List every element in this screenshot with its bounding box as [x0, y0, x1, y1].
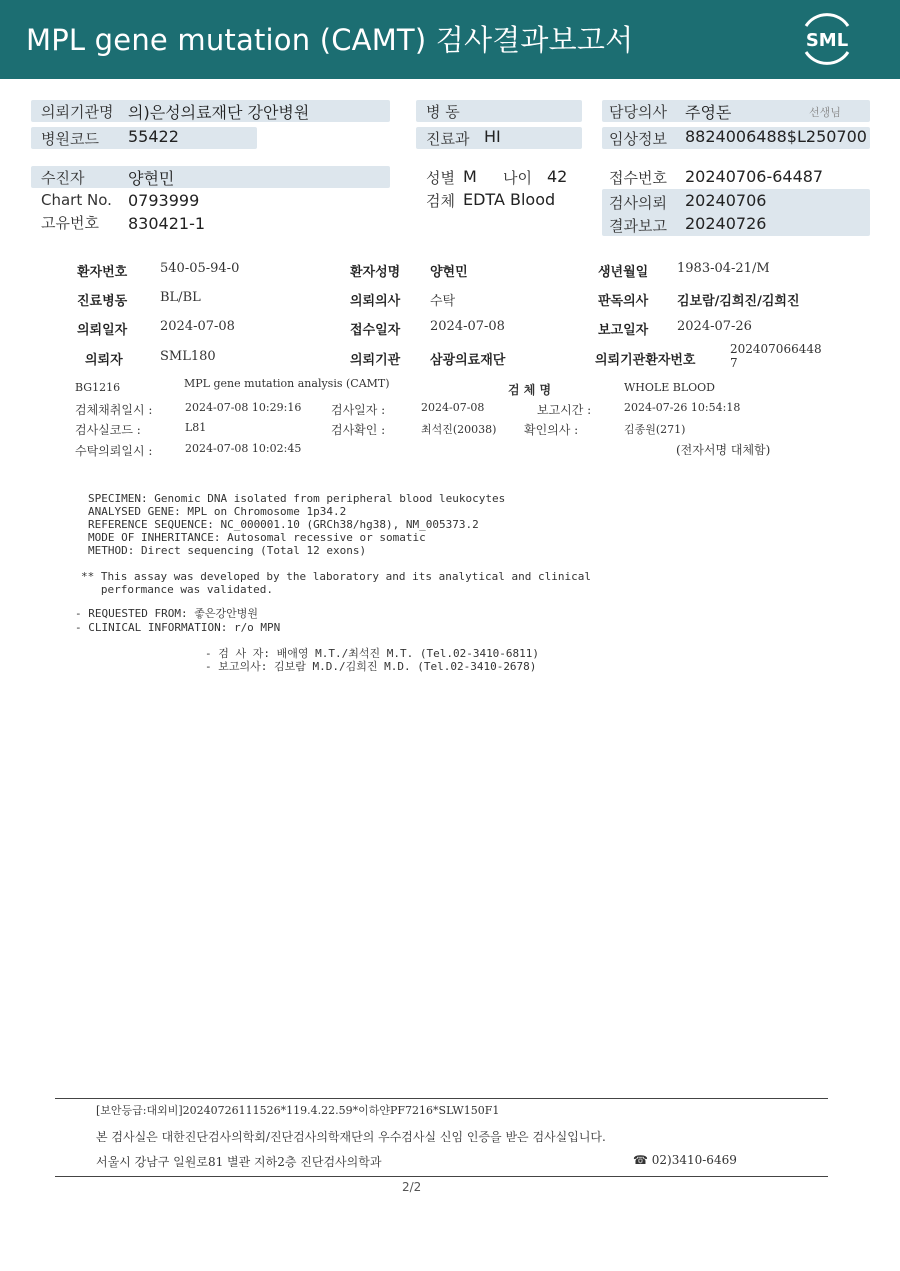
- hospital-code-value: 55422: [128, 127, 179, 146]
- body-line-5: METHOD: Direct sequencing (Total 12 exons): [88, 544, 367, 557]
- contract-label: 수탁의뢰일시 :: [75, 444, 153, 458]
- report-time-value: 2024-07-26 10:54:18: [624, 401, 741, 414]
- logo-text: SML: [805, 30, 849, 51]
- r4-label2: 의뢰기관: [350, 353, 401, 368]
- r4-label1: 의뢰자: [85, 353, 123, 368]
- r4-value3a: 202407066448: [730, 342, 822, 356]
- r3-label1: 의뢰일자: [77, 323, 128, 338]
- doctor-value: 주영돈: [685, 103, 732, 122]
- note-line-1: ** This assay was developed by the laboratory and its analytical and clinical: [81, 570, 591, 583]
- r1-label2: 환자성명: [350, 265, 401, 280]
- age-value: 42: [547, 167, 568, 186]
- r3-value1: 2024-07-08: [160, 319, 235, 334]
- confirm-value: 최석진(20038): [421, 423, 497, 436]
- requested-from: - REQUESTED FROM: 좋은강안병원: [75, 607, 258, 620]
- r3-label3: 보고일자: [598, 323, 649, 338]
- footer-top-rule: [55, 1098, 828, 1099]
- report-time-label: 보고시간 :: [537, 403, 592, 417]
- specimen-name-label: 검 체 명: [508, 383, 552, 397]
- body-line-3: REFERENCE SEQUENCE: NC_000001.10 (GRCh38/hg38), NM_005373.2: [88, 518, 479, 531]
- r2-value2: 수탁: [430, 294, 456, 309]
- r2-label2: 의뢰의사: [350, 294, 401, 309]
- request-label: 검사의뢰: [609, 194, 667, 212]
- specimen-name-value: WHOLE BLOOD: [624, 381, 715, 394]
- r4-value2: 삼광의료재단: [430, 353, 506, 368]
- body-line-2: ANALYSED GENE: MPL on Chromosome 1p34.2: [88, 505, 347, 518]
- r4-value1: SML180: [160, 349, 216, 364]
- r4-value3b: 7: [730, 356, 738, 370]
- r2-value1: BL/BL: [160, 290, 201, 305]
- specimen-label: 검체: [426, 192, 455, 210]
- r3-value2: 2024-07-08: [430, 319, 505, 334]
- sex-label: 성별: [426, 169, 455, 187]
- hospital-code-label: 병원코드: [41, 130, 99, 148]
- room-label: 검사실코드 :: [75, 423, 141, 437]
- unique-value: 830421-1: [128, 214, 206, 233]
- receipt-label: 접수번호: [609, 169, 667, 187]
- institution-value: 의)은성의료재단 강안병원: [128, 103, 310, 122]
- reporter-line: - 보고의사: 김보람 M.D./김희진 M.D. (Tel.02-3410-2678): [205, 660, 537, 673]
- test-code: BG1216: [75, 381, 121, 394]
- request-value: 20240706: [685, 191, 767, 210]
- body-line-1: SPECIMEN: Genomic DNA isolated from peripheral blood leukocytes: [88, 492, 506, 505]
- page-number: 2/2: [402, 1180, 422, 1194]
- clinical-info: - CLINICAL INFORMATION: r/o MPN: [75, 621, 281, 634]
- collect-value: 2024-07-08 10:29:16: [185, 401, 302, 414]
- r2-label3: 판독의사: [598, 294, 649, 309]
- institution-label: 의뢰기관명: [41, 103, 114, 121]
- clinical-value: 8824006488$L250700: [685, 127, 867, 146]
- clinical-label: 임상정보: [609, 130, 667, 148]
- r4-label3: 의뢰기관환자번호: [595, 353, 696, 368]
- ward-label: 병 동: [426, 103, 460, 121]
- report-header: [0, 0, 900, 79]
- r1-value1: 540-05-94-0: [160, 261, 240, 276]
- dept-value: HI: [484, 127, 501, 146]
- test-date-value: 2024-07-08: [421, 401, 485, 414]
- sml-logo-icon: [798, 12, 856, 66]
- r1-label3: 생년월일: [598, 265, 649, 280]
- r3-value3: 2024-07-26: [677, 319, 752, 334]
- r2-label1: 진료병동: [77, 294, 128, 309]
- test-name: MPL gene mutation analysis (CAMT): [184, 377, 390, 390]
- esign-note: (전자서명 대체함): [676, 443, 771, 457]
- unique-label: 고유번호: [41, 214, 99, 232]
- chart-label: Chart No.: [41, 191, 112, 209]
- collect-label: 검체채취일시 :: [75, 403, 153, 417]
- body-line-4: MODE OF INHERITANCE: Autosomal recessive or somatic: [88, 531, 426, 544]
- specimen-value: EDTA Blood: [463, 190, 556, 209]
- confirm-label: 검사확인 :: [331, 423, 386, 437]
- sex-value: M: [463, 167, 477, 186]
- r1-label1: 환자번호: [77, 265, 128, 280]
- note-line-2: performance was validated.: [81, 583, 274, 596]
- room-value: L81: [185, 421, 207, 434]
- r3-label2: 접수일자: [350, 323, 401, 338]
- contract-value: 2024-07-08 10:02:45: [185, 442, 302, 455]
- doctor-suffix: 선생님: [809, 106, 841, 119]
- patient-label: 수진자: [41, 169, 85, 187]
- r2-value3: 김보람/김희진/김희진: [677, 294, 800, 309]
- tester-line: - 검 사 자: 배애영 M.T./최석진 M.T. (Tel.02-3410-6811): [205, 647, 540, 660]
- report-title: MPL gene mutation (CAMT) 검사결과보고서: [26, 23, 634, 57]
- doc-confirm-label: 확인의사 :: [524, 423, 579, 437]
- phone-line: ☎ 02)3410-6469: [633, 1153, 737, 1167]
- chart-value: 0793999: [128, 191, 200, 210]
- footer-bottom-rule: [55, 1176, 828, 1177]
- doc-confirm-value: 김종원(271): [624, 423, 686, 436]
- r1-value2: 양현민: [430, 265, 468, 280]
- receipt-value: 20240706-64487: [685, 167, 824, 186]
- age-label: 나이: [503, 169, 532, 187]
- doctor-label: 담당의사: [609, 103, 667, 121]
- dept-label: 진료과: [426, 130, 470, 148]
- report-date-label: 결과보고: [609, 217, 667, 235]
- patient-value: 양현민: [128, 169, 175, 188]
- report-date-value: 20240726: [685, 214, 767, 233]
- security-line: [보안등급:대외비]20240726111526*119.4.22.59*이하얀PF7216*SLW150F1: [96, 1104, 500, 1117]
- test-date-label: 검사일자 :: [331, 403, 386, 417]
- address-line: 서울시 강남구 일원로81 별관 지하2층 진단검사의학과: [96, 1155, 382, 1169]
- cert-line: 본 검사실은 대한진단검사의학회/진단검사의학재단의 우수검사실 신임 인증을 받은 검사실입니다.: [96, 1130, 606, 1144]
- patient-box: [31, 166, 390, 188]
- r1-value3: 1983-04-21/M: [677, 261, 770, 276]
